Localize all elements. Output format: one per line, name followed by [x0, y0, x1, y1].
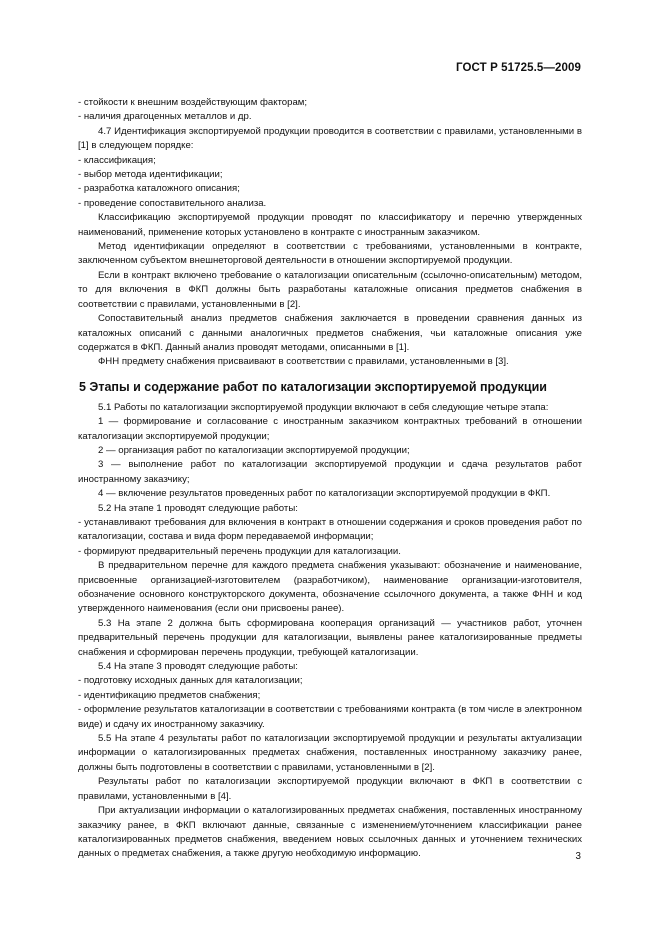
paragraph: 1 — формирование и согласование с иностранным заказчиком контрактных требований в отношении каталогизации экспортируемой продукции; — [78, 416, 582, 442]
list-item: - классификация; — [78, 154, 156, 166]
paragraph: 5.2 На этапе 1 проводят следующие работы: — [98, 502, 298, 514]
document-header: ГОСТ Р 51725.5—2009 — [456, 62, 581, 74]
paragraph: В предварительном перечне для каждого предмета снабжения указывают: обозначение и наименование, присвоенные организацией-изготовителем (разработчиком), наименование организации-изготовителя, обозначение основного конструкторского документа, обозначение ссылочного документа, а также ФНН и код утвержденного наименования (если они присвоены ранее). — [78, 560, 582, 615]
paragraph: 5.1 Работы по каталогизации экспортируемой продукции включают в себя следующие четыре этапа: — [98, 401, 549, 413]
paragraph: Метод идентификации определяют в соответствии с требованиями, установленными в контракте, заключенном субъектом внешнеторговой деятельности в отношении экспортируемой продукции. — [78, 241, 582, 267]
paragraph: 5.4 На этапе 3 проводят следующие работы: — [98, 661, 298, 673]
list-item: - идентификацию предметов снабжения; — [78, 689, 261, 701]
paragraph: Результаты работ по каталогизации экспортируемой продукции включают в ФКП в соответствии с правилами, установленными в [4]. — [78, 776, 582, 802]
paragraph: 5.3 На этапе 2 должна быть сформирована кооперация организаций — участников работ, уточнен предварительный перечень продукции для каталогизации, выявлены ранее каталогизированные предметы снабжения и сформирован перечень продукции, требующей каталогизации. — [78, 617, 582, 658]
list-item: - стойкости к внешним воздействующим факторам; — [78, 97, 308, 108]
list-item: - устанавливают требования для включения в контракт в отношении содержания и сроков проведения работ по каталогизации, состава и вида форм передаваемой информации; — [78, 516, 582, 543]
paragraph: Классификацию экспортируемой продукции проводят по классификатору и перечню утвержденных наименований, применение которых установлено в контракте с иностранным заказчиком. — [78, 212, 582, 238]
paragraph: 4 — включение результатов проведенных работ по каталогизации экспортируемой продукции в ФКП. — [98, 488, 551, 500]
list-item: - разработка каталожного описания; — [78, 183, 240, 195]
page-number: 3 — [575, 851, 581, 862]
paragraph: 3 — выполнение работ по каталогизации экспортируемой продукции и сдача результатов работ иностранному заказчику; — [78, 459, 582, 485]
paragraph: 2 — организация работ по каталогизации экспортируемой продукции; — [98, 444, 410, 456]
document-body — [78, 96, 582, 862]
list-item: - подготовку исходных данных для каталогизации; — [78, 675, 303, 687]
paragraph: При актуализации информации о каталогизированных предметах снабжения, поставленных иностранному заказчику ранее, в ФКП включают данные, связанные с изменением/уточнением классификации ранее каталогизированных предметов снабжения, введением новых ссылочных данных и уточнением технических данных о предметах снабжения, а также другую необходимую информацию. — [78, 805, 582, 860]
list-item: - оформление результатов каталогизации в соответствии с требованиями контракта (в том числе в электронном виде) и сдачу их иностранному заказчику. — [78, 704, 582, 730]
list-item: - проведение сопоставительного анализа. — [78, 197, 267, 209]
paragraph: 5.5 На этапе 4 результаты работ по каталогизации экспортируемой продукции и результаты актуализации информации о каталогизированных предметах снабжения, поставленных иностранному заказчику ранее, должны быть подготовлены в соответствии с правилами, установленными в [2]. — [78, 733, 582, 773]
paragraph: Сопоставительный анализ предметов снабжения заключается в проведении сравнения данных из каталожных описаний с данными аналогичных предметов снабжения, чьи каталожные описания уже содержатся в ФКП. Данный анализ проводят методами, описанными в [1]. — [78, 313, 582, 353]
paragraph: ФНН предмету снабжения присваивают в соответствии с правилами, установленными в [3]. — [98, 356, 509, 368]
list-item: - формируют предварительный перечень продукции для каталогизации. — [78, 545, 401, 557]
paragraph: Если в контракт включено требование о каталогизации описательным (ссылочно-описательным) методом, то для включения в ФКП должны быть разработаны каталожные описания предметов снабжения в соответствии с правилами, установленными в [2]. — [78, 269, 582, 310]
list-item: - выбор метода идентификации; — [78, 169, 223, 181]
paragraph: 4.7 Идентификация экспортируемой продукции проводится в соответствии с правилами, установленными в [1] в следующем порядке: — [78, 125, 582, 152]
list-item: - наличия драгоценных металлов и др. — [78, 111, 252, 123]
section-heading: 5 Этапы и содержание работ по каталогизации экспортируемой продукции — [79, 379, 547, 394]
